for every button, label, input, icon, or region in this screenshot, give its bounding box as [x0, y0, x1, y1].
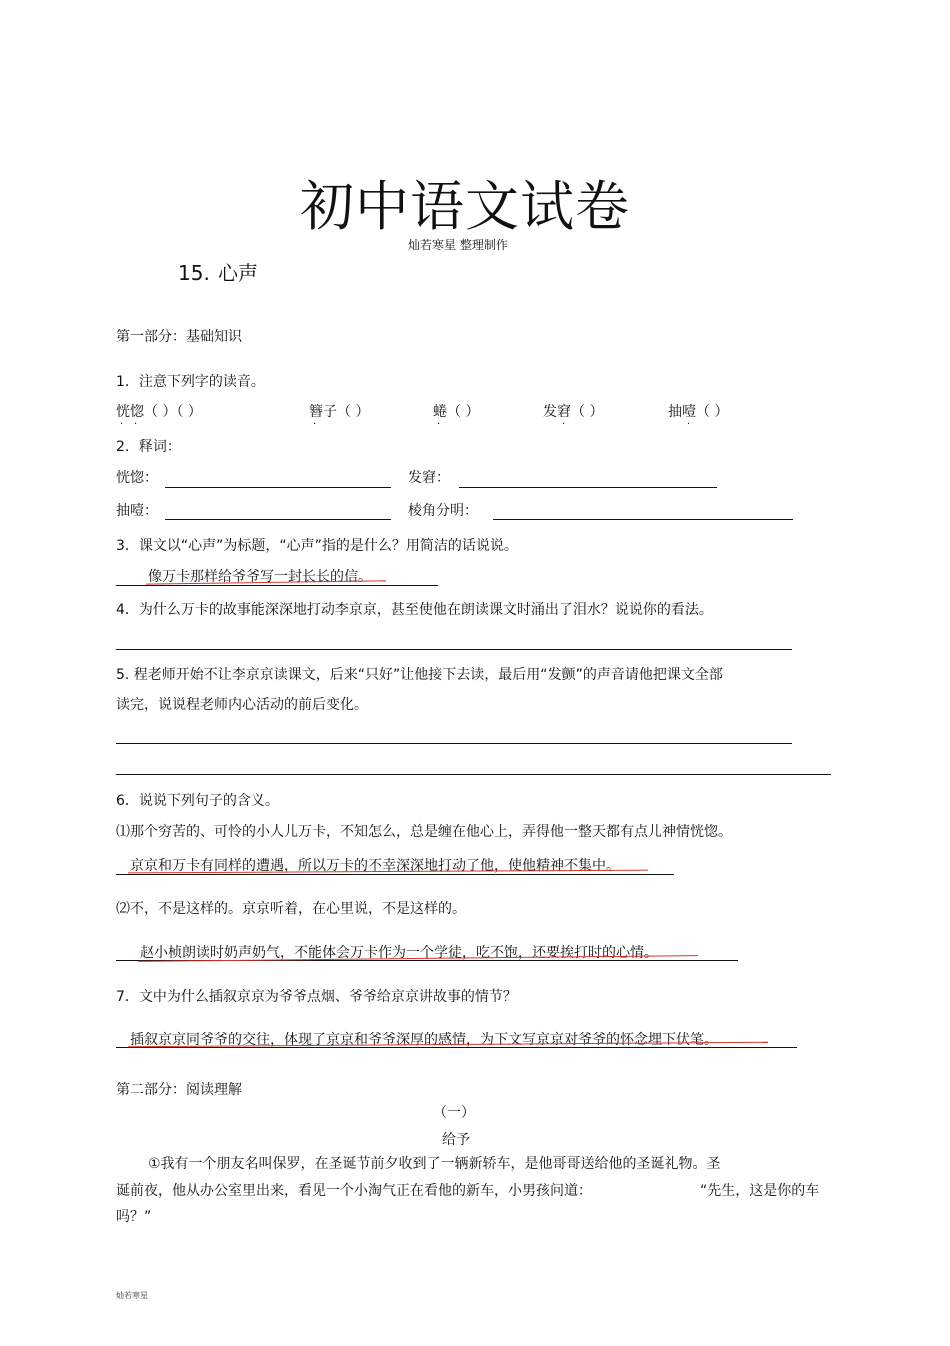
q2-term-lengjiao: 棱角分明： — [408, 503, 478, 519]
passage-line1: ①我有一个朋友名叫保罗，在圣诞节前夕收到了一辆新轿车，是他哥哥送给他的圣诞礼物。圣 — [148, 1156, 721, 1172]
answer-blank[interactable] — [165, 519, 391, 520]
page-footer: 灿若寒星 — [116, 1291, 148, 1300]
subtitle: 灿若寒星 整理制作 — [408, 238, 508, 252]
section-number: （一） — [433, 1105, 475, 1121]
q1-item-zanzi: 簪子（ ） — [309, 404, 370, 420]
q5-prompt-line1: 5. 程老师开始不让李京京读课文，后来“只好”让他接下去读，最后用“发颤”的声音请他把课文全部 — [116, 667, 723, 683]
q6-answer1: 京京和万卡有同样的遭遇，所以万卡的不幸深深地打动了他，使他精神不集中。 — [130, 858, 620, 874]
emphasis-dot: · — [687, 419, 691, 430]
passage-line2: 诞前夜，他从办公室里出来，看见一个小淘气正在看他的新车，小男孩问道： — [116, 1183, 592, 1199]
q6-prompt: 6．说说下列句子的含义。 — [116, 793, 279, 809]
q2-term-chouye: 抽噎： — [116, 503, 158, 519]
page-title: 初中语文试卷 — [300, 175, 630, 238]
emphasis-dot: · — [437, 419, 441, 430]
q5-prompt-line2: 读完，说说程老师内心活动的前后变化。 — [116, 697, 368, 713]
answer-blank[interactable] — [116, 649, 792, 650]
emphasis-dot: · — [313, 419, 317, 430]
part2-heading: 第二部分：阅读理解 — [116, 1082, 242, 1098]
answer-blank[interactable] — [165, 487, 391, 488]
answer-line — [116, 1047, 797, 1048]
answer-blank[interactable] — [493, 519, 793, 520]
answer-blank[interactable] — [459, 487, 717, 488]
passage-line3: 吗？” — [116, 1209, 152, 1225]
q2-term-huanghu: 恍惚： — [116, 470, 158, 486]
q1-item-huanghu: 恍惚（ ）（ ） — [116, 404, 202, 420]
q7-prompt: 7．文中为什么插叙京京为爷爷点烟、爷爷给京京讲故事的情节？ — [116, 989, 517, 1005]
q2-prompt: 2．释词： — [116, 439, 181, 455]
q1-item-fajiong: 发窘（ ） — [543, 404, 604, 420]
passage-title: 给予 — [442, 1132, 470, 1148]
emphasis-dot: · — [120, 419, 124, 430]
passage-line2-quote: “先生，这是你的车 — [700, 1183, 820, 1199]
q1-item-chouye: 抽噎（ ） — [668, 404, 729, 420]
q6-sentence1: ⑴那个穷苦的、可怜的小人儿万卡，不知怎么，总是缠在他心上，弄得他一整天都有点儿神情恍惚。 — [116, 824, 732, 840]
lesson-title: 心声 — [218, 261, 258, 285]
q1-prompt: 1．注意下列字的读音。 — [116, 374, 265, 390]
emphasis-dot: · — [562, 419, 566, 430]
q6-answer2: 赵小桢朗读时奶声奶气，不能体会万卡作为一个学徒，吃不饱，还要挨打时的心情。 — [140, 945, 658, 961]
q3-prompt: 3．课文以“心声”为标题，“心声”指的是什么？用简洁的话说说。 — [116, 538, 518, 554]
answer-blank[interactable] — [116, 774, 831, 775]
answer-blank[interactable] — [116, 743, 792, 744]
q7-answer: 插叙京京同爷爷的交往，体现了京京和爷爷深厚的感情，为下文写京京对爷爷的怀念埋下伏笔。 — [130, 1032, 718, 1048]
lesson-number: 15. — [178, 261, 210, 285]
q3-answer: 像万卡那样给爷爷写一封长长的信。 — [148, 569, 372, 585]
q6-sentence2: ⑵不，不是这样的。京京听着，在心里说，不是这样的。 — [116, 901, 466, 917]
answer-line — [116, 874, 674, 875]
emphasis-dot: · — [134, 419, 138, 430]
answer-line — [116, 585, 438, 586]
q4-prompt: 4．为什么万卡的故事能深深地打动李京京，甚至使他在朗读课文时涌出了泪水？说说你的看法。 — [116, 602, 713, 618]
part1-heading: 第一部分：基础知识 — [116, 329, 242, 345]
q1-item-quan: 蜷（ ） — [433, 404, 480, 420]
q2-term-fajiong: 发窘： — [408, 470, 450, 486]
